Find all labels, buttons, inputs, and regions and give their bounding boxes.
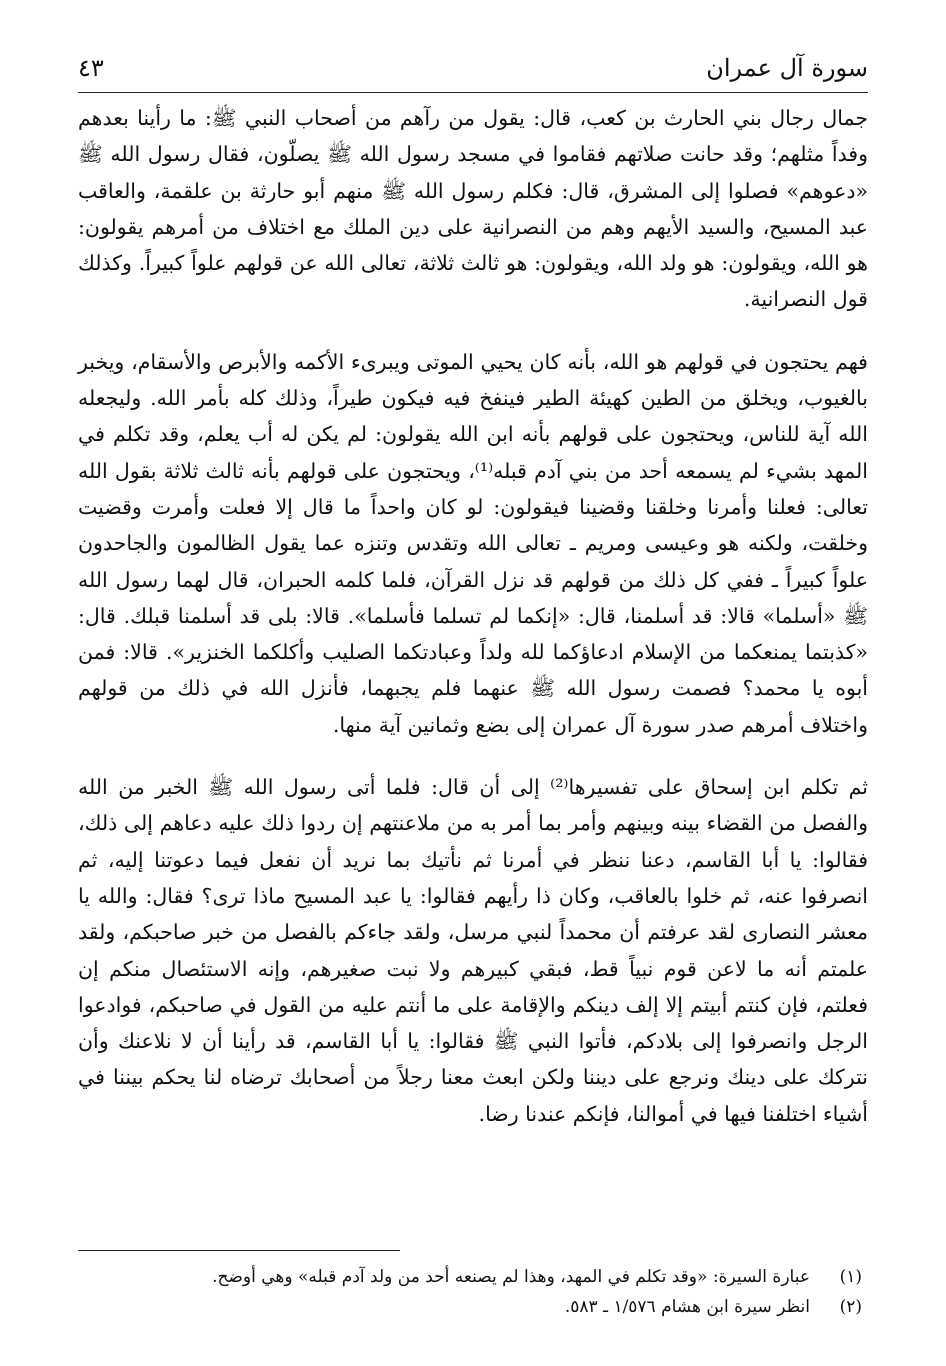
running-header (78, 50, 868, 90)
page-number: ٤٣ (78, 54, 104, 82)
surah-title: سورة آل عمران (706, 54, 868, 82)
footnote-number: (٢) (839, 1297, 862, 1317)
footnote-number: (١) (839, 1267, 862, 1287)
paragraph-3: ثم تكلم ابن إسحاق على تفسيرها⁽²⁾ إلى أن قال: فلما أتى رسول الله ﷺ الخبر من الله والفصل من القضاء بينه وبينهم وأمر بما أمر به من ملاعنتهم إن ردوا ذلك عليه دعاهم إلى ذلك، فقالوا: يا أبا القاسم، دعنا ننظر في أمرنا ثم نأتيك بما نريد أن نفعل فيما دعوتنا إليه، ثم انصرفوا عنه، ثم خلوا بالعاقب، وكان ذا رأيهم فقالوا: يا عبد المسيح ماذا ترى؟ فقال: والله يا معشر النصارى لقد عرفتم أن محمداً لنبي مرسل، ولقد جاءكم بالفصل من خبر صاحبكم، ولقد علمتم أنه ما لاعن قوم نبياً قط، فبقي كبيرهم ولا نبت صغيرهم، وإنه الاستئصال منكم إن فعلتم، فإن كنتم أبيتم إلا إلف دينكم والإقامة على ما أنتم عليه من القول في صاحبكم، فوادعوا الرجل وانصرفوا إلى بلادكم، فأتوا النبي ﷺ فقالوا: يا أبا القاسم، قد رأينا أن لا نلاعنك وأن نتركك على دينك ونرجع على ديننا ولكن ابعث معنا رجلاً من أصحابك ترضاه لنا يحكم بيننا في أشياء اختلفنا فيها في أموالنا، فإنكم عندنا رضا. (78, 775, 868, 1126)
paragraph-1: جمال رجال بني الحارث بن كعب، قال: يقول من رآهم من أصحاب النبي ﷺ: ما رأينا بعدهم وفداً مثلهم؛ وقد حانت صلاتهم فقاموا في مسجد رسول الله ﷺ يصلّون، فقال رسول الله ﷺ «دعوهم» فصلوا إلى المشرق، قال: فكلم رسول الله ﷺ منهم أبو حارثة بن علقمة، والعاقب عبد المسيح، والسيد الأيهم وهم من النصرانية على دين الملك مع اختلاف من أمرهم يقولون: هو الله، ويقولون: هو ولد الله، ويقولون: هو ثالث ثلاثة، تعالى الله عن قولهم علواً كبيراً. وكذلك قول النصرانية. (78, 106, 868, 312)
footnote-1 (78, 1262, 868, 1292)
footnotes (78, 1262, 868, 1322)
footnote-rule (78, 1250, 400, 1251)
footnote-text: انظر سيرة ابن هشام ١/٥٧٦ ـ ٥٨٣. (564, 1297, 810, 1317)
paragraph-2: فهم يحتجون في قولهم هو الله، بأنه كان يحيي الموتى ويبرىء الأكمه والأبرص والأسقام، ويخبر بالغيوب، ويخلق من الطين كهيئة الطير فينفخ فيه فيكون طيراً، وذلك كله بأمر الله. وليجعله الله آية للناس، ويحتجون على قولهم بأنه ابن الله يقولون: لم يكن له أب يعلم، وقد تكلم في المهد بشيء لم يسمعه أحد من بني آدم قبله⁽¹⁾، ويحتجون على قولهم بأنه ثالث ثلاثة بقول الله تعالى: فعلنا وأمرنا وخلقنا وقضينا فيقولون: لو كان واحداً ما قال إلا فعلت وأمرت وقضيت وخلقت، ولكنه هو وعيسى ومريم ـ تعالى الله وتقدس وتنزه عما يقول الظالمون والجاحدون علواً كبيراً ـ ففي كل ذلك من قولهم قد نزل القرآن، فلما كلمه الحبران، قال لهما رسول الله ﷺ «أسلما» قالا: قد أسلمنا، قال: «إنكما لم تسلما فأسلما». قالا: بلى قد أسلمنا قبلك. قال: «كذبتما يمنعكما من الإسلام ادعاؤكما لله ولداً وعبادتكما الصليب وأكلكما الخنزير». قالا: فمن أبوه يا محمد؟ فصمت رسول الله ﷺ عنهما فلم يجبهما، فأنزل الله في ذلك من قولهم واختلاف أمرهم صدر سورة آل عمران إلى بضع وثمانين آية منها. (78, 349, 868, 737)
footnote-text: عبارة السيرة: «وقد تكلم في المهد، وهذا لم يصنعه أحد من ولد آدم قبله» وهي أوضح. (212, 1267, 810, 1287)
header-rule (78, 92, 868, 93)
main-text (78, 100, 868, 1132)
footnote-2 (78, 1292, 868, 1322)
